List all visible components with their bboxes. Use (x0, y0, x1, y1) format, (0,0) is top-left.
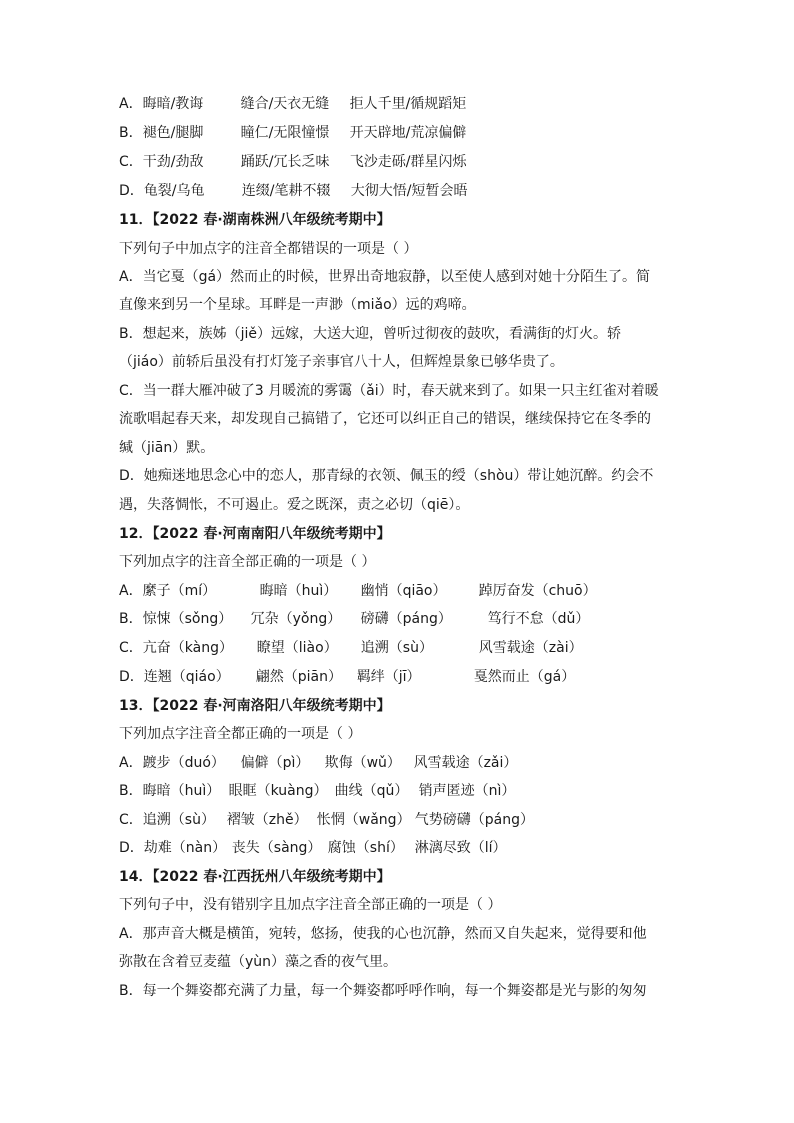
prev-option-b (119, 123, 679, 143)
option-label: D． (119, 669, 144, 685)
question-14-header: 14．【2022 春·江西抚州八年级统考期中】 (119, 869, 391, 885)
question-11-option-d-cont: 遇，失落惆怅，不可遏止。爱之既深，责之必切（qiē）。 (119, 497, 470, 513)
option-part: 连翘（qiáo） (143, 669, 230, 685)
option-label: B． (119, 783, 143, 799)
option-part: 追溯（sù） (360, 640, 433, 656)
option-part: 丧失（sàng） (231, 840, 322, 856)
option-part: 翩然（piān） (255, 669, 343, 685)
option-part: 磅礴（páng） (360, 611, 452, 627)
question-13-option-a (119, 753, 679, 773)
option-label: C． (119, 640, 143, 656)
option-part: 腐蚀（shí） (327, 840, 404, 856)
option-part: 追溯（sù） (142, 812, 215, 828)
option-label: A． (119, 755, 143, 771)
option-part: 踔厉奋发（chuō） (478, 583, 597, 599)
option-part: 飞沙走砾/群星闪烁 (349, 154, 467, 170)
question-13-option-c (119, 810, 679, 830)
option-part: 惊悚（sǒng） (142, 611, 233, 627)
option-label: D． (119, 183, 144, 199)
question-12-stem: 下列加点字的注音全部正确的一项是（ ） (119, 554, 376, 570)
question-11-option-c: C．当一群大雁冲破了3 月暖流的雾霭（ǎi）时，春天就来到了。如果一只主红雀对着暖 (119, 383, 659, 399)
option-part: 眼眶（kuàng） (228, 783, 328, 799)
question-12-header: 12．【2022 春·河南南阳八年级统考期中】 (119, 526, 391, 542)
option-part: 欺侮（wǔ） (324, 755, 401, 771)
option-part: 笃行不怠（dǔ） (487, 611, 590, 627)
question-13-option-d (119, 838, 679, 858)
question-12-option-a (119, 581, 679, 601)
prev-option-c (119, 152, 679, 172)
option-part: 缝合/天衣无缝 (240, 96, 330, 112)
option-part: 亢奋（kàng） (142, 640, 233, 656)
option-part: 风雪载途（zǎi） (413, 755, 518, 771)
option-part: 干劲/劲敌 (142, 154, 204, 170)
option-label: C． (119, 812, 143, 828)
question-11-option-b: B．想起来，族姊（jiě）远嫁，大送大迎，曾听过彻夜的鼓吹，看满街的灯火。轿 (119, 326, 621, 342)
question-12-option-c (119, 638, 679, 658)
option-label: B． (119, 125, 143, 141)
option-label: D． (119, 840, 144, 856)
option-part: 曲线（qǔ） (334, 783, 409, 799)
question-12-option-d (119, 667, 679, 687)
option-part: 幽悄（qiāo） (360, 583, 447, 599)
option-part: 大彻大悟/短暂会晤 (350, 183, 468, 199)
question-11-option-a-cont: 直像来到另一个星球。耳畔是一声渺（miǎo）远的鸡啼。 (119, 297, 476, 313)
option-part: 褪色/腿脚 (142, 125, 204, 141)
question-14-option-a: A．那声音大概是横笛，宛转，悠扬，使我的心也沉静，然而又自失起来，觉得要和他 (119, 926, 647, 942)
option-part: 瞳仁/无限憧憬 (240, 125, 330, 141)
question-13-stem: 下列加点字注音全都正确的一项是（ ） (119, 726, 362, 742)
option-label: A． (119, 96, 143, 112)
question-13-option-b (119, 781, 679, 801)
question-12-option-b (119, 609, 679, 629)
option-part: 龟裂/乌龟 (143, 183, 205, 199)
option-part: 縻子（mí） (142, 583, 217, 599)
question-13-header: 13．【2022 春·河南洛阳八年级统考期中】 (119, 698, 391, 714)
option-part: 开天辟地/荒凉偏僻 (349, 125, 467, 141)
question-11-option-a: A．当它戛（gá）然而止的时候，世界出奇地寂静，以至使人感到对她十分陌生了。简 (119, 269, 651, 285)
question-11-header: 11．【2022 春·湖南株洲八年级统考期中】 (119, 212, 391, 228)
option-part: 晦暗/教诲 (142, 96, 204, 112)
option-part: 连缀/笔耕不辍 (241, 183, 331, 199)
option-label: B． (119, 611, 143, 627)
question-14-option-a-cont: 弥散在含着豆麦蕴（yùn）藻之香的夜气里。 (119, 954, 398, 970)
option-part: 怅惘（wǎng） (316, 812, 411, 828)
option-part: 销声匿迹（nì） (418, 783, 516, 799)
prev-option-d (119, 181, 679, 201)
option-part: 戛然而止（gá） (473, 669, 576, 685)
option-part: 羁绊（jī） (356, 669, 421, 685)
option-label: A． (119, 583, 143, 599)
option-part: 褶皱（zhě） (226, 812, 308, 828)
option-part: 劫难（nàn） (143, 840, 227, 856)
option-part: 拒人千里/循规蹈矩 (349, 96, 467, 112)
question-11-option-c-cont: 缄（jiān）默。 (119, 440, 215, 456)
option-label: C． (119, 154, 143, 170)
option-part: 冗杂（yǒng） (250, 611, 342, 627)
question-11-option-c-cont: 流歌唱起春天来，却发现自己搞错了，它还可以纠正自己的错误，继续保持它在冬季的 (119, 411, 651, 427)
option-part: 气势磅礴（páng） (414, 812, 535, 828)
option-part: 踱步（duó） (142, 755, 225, 771)
question-11-stem: 下列句子中加点字的注音全都错误的一项是（ ） (119, 241, 418, 257)
option-part: 风雪载途（zài） (478, 640, 583, 656)
option-part: 踊跃/冗长乏味 (240, 154, 330, 170)
option-part: 晦暗（huì） (259, 583, 338, 599)
prev-option-a (119, 94, 679, 114)
option-part: 偏僻（pì） (240, 755, 310, 771)
option-part: 晦暗（huì） (142, 783, 221, 799)
question-14-option-b: B．每一个舞姿都充满了力量，每一个舞姿都呼呼作响，每一个舞姿都是光与影的匆匆 (119, 983, 647, 999)
option-part: 瞭望（liào） (256, 640, 338, 656)
question-11-option-b-cont: （jiáo）前轿后虽没有打灯笼子亲事官八十人，但辉煌景象已够华贵了。 (119, 354, 564, 370)
question-11-option-d: D．她痴迷地思念心中的恋人，那青绿的衣领、佩玉的绶（shòu）带让她沉醉。约会不 (119, 468, 654, 484)
question-14-stem: 下列句子中，没有错别字且加点字注音全部正确的一项是（ ） (119, 897, 502, 913)
option-part: 淋漓尽致（lí） (414, 840, 507, 856)
